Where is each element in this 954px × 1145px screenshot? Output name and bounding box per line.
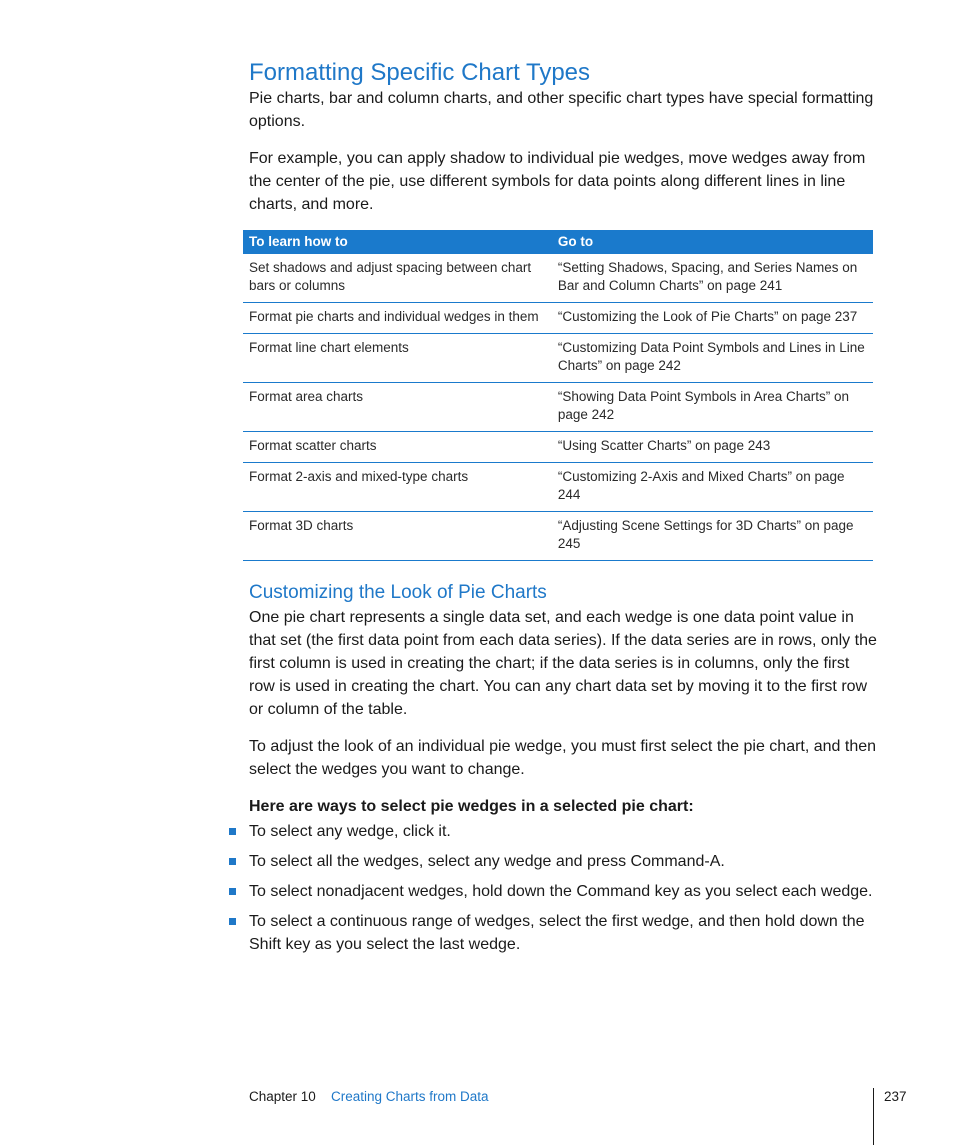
square-bullet-icon — [229, 918, 236, 925]
section-paragraph: To adjust the look of an individual pie wedge, you must first select the pie chart, and then select the wedges you want to change. — [249, 738, 877, 778]
intro-paragraph: For example, you can apply shadow to individual pie wedges, move wedges away from the center of the pie, use different symbols for data points along different lines in line charts, and more. — [249, 150, 866, 213]
list-item-text: To select all the wedges, select any wedge and press Command-A. — [249, 853, 725, 870]
section-paragraph: One pie chart represents a single data set, and each wedge is one data point value in that set (the first data point from each data series). If the data series are in rows, only the first column is used in creating the chart; if the data series is in columns, only the first row is used in creating the chart. You can any chart data set by moving it to the first row or column of the table. — [249, 609, 877, 718]
footer-chapter-label: Chapter 10 — [249, 1089, 316, 1104]
table-header-row — [243, 230, 873, 254]
table-cell-link[interactable]: “Using Scatter Charts” on page 243 — [552, 432, 873, 463]
table-cell-task: Set shadows and adjust spacing between chart bars or columns — [243, 254, 552, 303]
square-bullet-icon — [229, 858, 236, 865]
table-row — [243, 254, 873, 303]
list-item-text: To select nonadjacent wedges, hold down the Command key as you select each wedge. — [249, 883, 873, 900]
table-cell-task: Format area charts — [243, 383, 552, 432]
table-cell-task: Format pie charts and individual wedges in them — [243, 303, 552, 334]
bullet-list — [249, 820, 877, 963]
list-item — [249, 880, 877, 903]
table-header-goto: Go to — [552, 230, 873, 254]
table-cell-task: Format 2-axis and mixed-type charts — [243, 463, 552, 512]
table-cell-link[interactable]: “Adjusting Scene Settings for 3D Charts” on page 245 — [552, 512, 873, 561]
footer-divider — [873, 1088, 874, 1145]
table-cell-link[interactable]: “Setting Shadows, Spacing, and Series Names on Bar and Column Charts” on page 241 — [552, 254, 873, 303]
page-title: Formatting Specific Chart Types — [249, 59, 591, 86]
section-title: Customizing the Look of Pie Charts — [249, 582, 547, 603]
square-bullet-icon — [229, 888, 236, 895]
list-item — [249, 850, 877, 873]
table-header-learn: To learn how to — [243, 230, 552, 254]
bullet-list-lead: Here are ways to select pie wedges in a selected pie chart: — [249, 798, 694, 815]
intro-paragraph: Pie charts, bar and column charts, and other specific chart types have special formatting options. — [249, 90, 874, 130]
chart-types-table — [243, 230, 873, 561]
list-item-text: To select any wedge, click it. — [249, 823, 451, 840]
table-row — [243, 512, 873, 561]
table-cell-task: Format scatter charts — [243, 432, 552, 463]
table-row — [243, 303, 873, 334]
page-number: 237 — [884, 1089, 907, 1104]
table-row — [243, 383, 873, 432]
table-row — [243, 334, 873, 383]
list-item-text: To select a continuous range of wedges, select the first wedge, and then hold down the Shift key as you select the last wedge. — [249, 913, 865, 953]
list-item — [249, 910, 877, 956]
table-cell-task: Format 3D charts — [243, 512, 552, 561]
table-cell-link[interactable]: “Customizing 2-Axis and Mixed Charts” on page 244 — [552, 463, 873, 512]
footer-chapter-link[interactable]: Creating Charts from Data — [331, 1089, 489, 1104]
list-item — [249, 820, 877, 843]
table-row — [243, 432, 873, 463]
table-cell-link[interactable]: “Customizing Data Point Symbols and Lines in Line Charts” on page 242 — [552, 334, 873, 383]
table-row — [243, 463, 873, 512]
table-cell-task: Format line chart elements — [243, 334, 552, 383]
table-cell-link[interactable]: “Showing Data Point Symbols in Area Charts” on page 242 — [552, 383, 873, 432]
table-cell-link[interactable]: “Customizing the Look of Pie Charts” on page 237 — [552, 303, 873, 334]
square-bullet-icon — [229, 828, 236, 835]
